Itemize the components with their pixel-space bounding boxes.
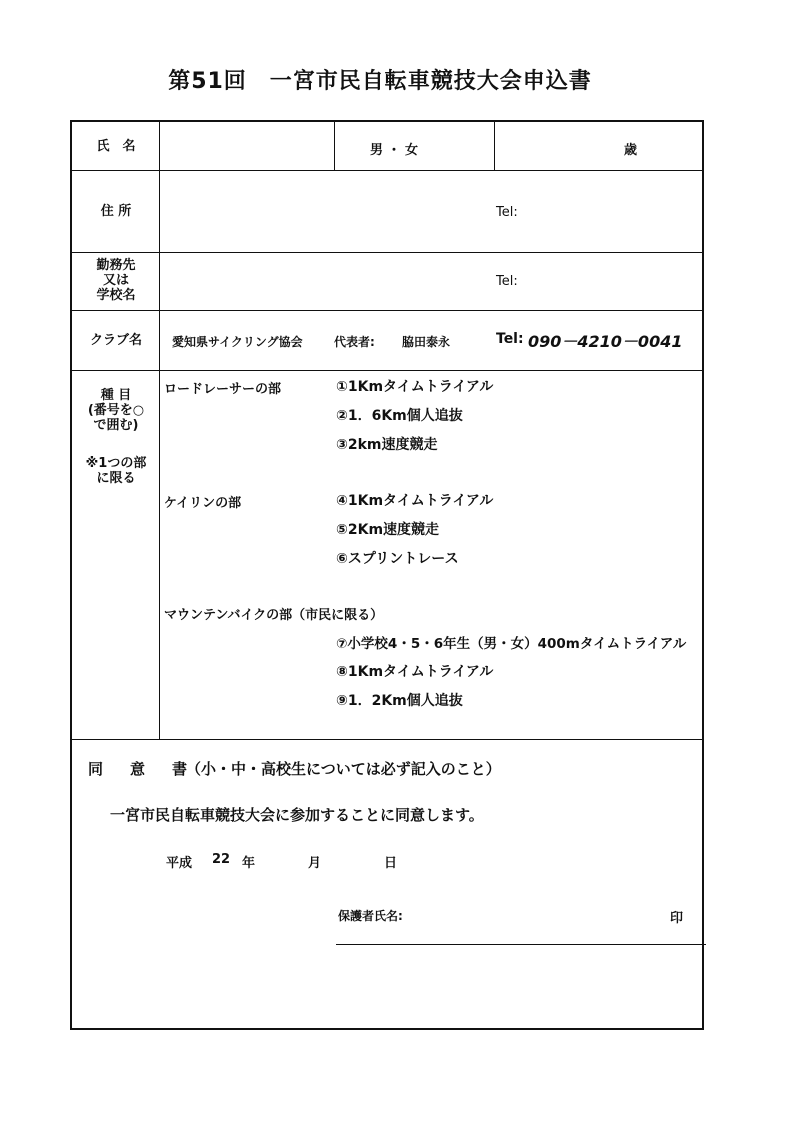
form-title: 第51回 一宮市民自転車競技大会申込書 [168, 69, 592, 94]
consent-heading-char: 書 [172, 760, 188, 778]
address-label: 住 所 [100, 204, 132, 219]
events-label [72, 388, 160, 433]
age-unit: 歳 [624, 143, 638, 158]
consent-day-unit: 日 [384, 856, 398, 871]
work-label-line: 学校名 [96, 288, 136, 303]
representative-name: 脇田泰永 [402, 335, 451, 349]
consent-era: 平成 [166, 856, 193, 871]
event-option[interactable]: ⑤2Km速度競走 [336, 522, 440, 538]
name-label: 氏 名 [96, 139, 136, 154]
consent-heading-char: 意 [130, 760, 146, 778]
section-road-racer: ロードレーサーの部 [164, 382, 282, 397]
events-label-line: 種 目 [100, 388, 132, 403]
consent-month-unit: 月 [308, 856, 322, 871]
club-label: クラブ名 [89, 333, 142, 348]
address-tel-label: Tel: [496, 205, 518, 220]
event-option[interactable]: ⑥スプリントレース [336, 551, 459, 567]
gender-option[interactable]: 男 ・ 女 [370, 143, 419, 158]
row-divider [72, 310, 702, 311]
work-label-line: 勤務先 [96, 258, 136, 273]
section-mountain-bike: マウンテンバイクの部（市民に限る） [164, 608, 384, 623]
event-option[interactable]: ⑨1．2Km個人追抜 [336, 693, 463, 709]
representative-label: 代表者: [334, 335, 375, 349]
section-keirin: ケイリンの部 [164, 496, 242, 511]
events-label-line: で囲む) [93, 418, 139, 433]
club-tel-label: Tel: [496, 331, 524, 347]
event-option[interactable]: ③2km速度競走 [336, 437, 438, 453]
club-name: 愛知県サイクリング協会 [172, 335, 303, 349]
work-tel-label: Tel: [496, 274, 518, 289]
row-divider [72, 252, 702, 253]
consent-year: 22 [212, 852, 231, 867]
event-option[interactable]: ⑧1Kmタイムトライアル [336, 664, 494, 680]
events-note-line: ※1つの部 [85, 456, 147, 471]
consent-heading-note: （小・中・高校生については必ず記入のこと） [186, 760, 501, 778]
work-label-line: 又は [102, 273, 129, 288]
application-form [70, 120, 704, 1030]
club-tel-number: 090－4210－0041 [528, 332, 683, 351]
consent-heading-char: 同 [88, 760, 104, 778]
consent-statement: 一宮市民自転車競技大会に参加することに同意します。 [110, 806, 484, 824]
seal-mark: 印 [670, 911, 684, 926]
gender-age-divider [494, 122, 495, 170]
events-note [72, 456, 160, 486]
row-divider [72, 739, 702, 740]
name-gender-divider [334, 122, 335, 170]
events-label-line: (番号を○ [87, 403, 145, 418]
event-option[interactable]: ⑦小学校4・5・6年生（男・女）400mタイムトライアル [336, 636, 687, 652]
row-divider [72, 370, 702, 371]
guardian-name-label: 保護者氏名: [338, 909, 403, 923]
event-option[interactable]: ④1Kmタイムトライアル [336, 493, 494, 509]
event-option[interactable]: ②1．6Km個人追抜 [336, 408, 463, 424]
consent-year-unit: 年 [242, 856, 256, 871]
work-school-label [72, 258, 160, 303]
events-note-line: に限る [96, 471, 136, 486]
guardian-signature-line [336, 944, 706, 945]
event-option[interactable]: ①1Kmタイムトライアル [336, 379, 494, 395]
row-divider [72, 170, 702, 171]
